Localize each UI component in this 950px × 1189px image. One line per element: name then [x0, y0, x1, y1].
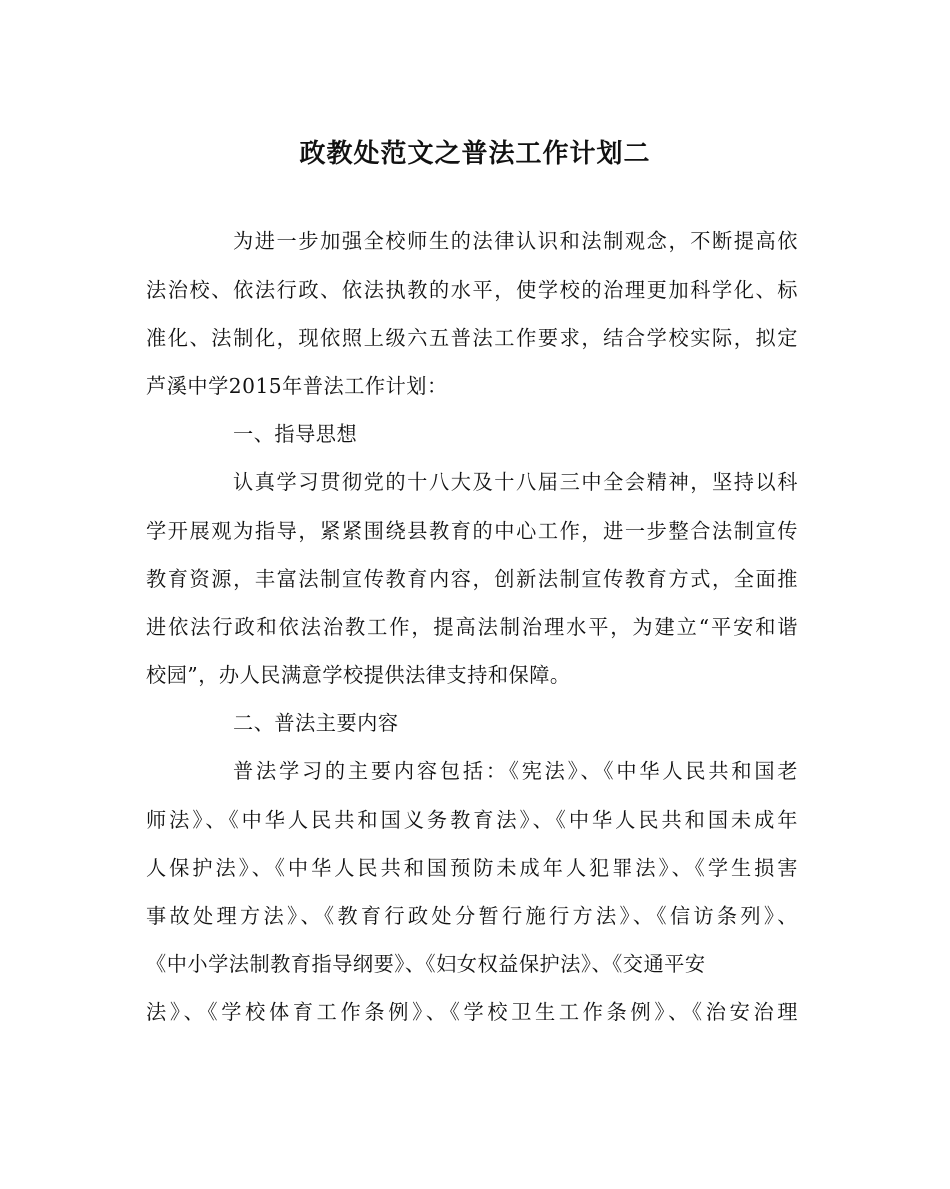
intro-paragraph-line: 芦溪中学2015年普法工作计划：	[146, 374, 448, 398]
guiding-paragraph-line: 认真学习贯彻党的十八大及十八届三中全会精神，坚持以科	[233, 470, 798, 494]
content-paragraph-line: 事故处理方法》、《教育行政处分暂行施行方法》、《信访条列》、	[146, 904, 798, 928]
intro-paragraph-line: 为进一步加强全校师生的法律认识和法制观念，不断提高依	[233, 229, 798, 253]
content-paragraph-line: 师法》、《中华人民共和国义务教育法》、《中华人民共和国未成年	[146, 808, 798, 832]
content-paragraph-line: 法》、《学校体育工作条例》、《学校卫生工作条例》、《治安治理	[146, 1000, 798, 1024]
guiding-paragraph-line: 进依法行政和依法治教工作，提高法制治理水平，为建立“平安和谐	[146, 615, 798, 639]
intro-paragraph-line: 法治校、依法行政、依法执教的水平，使学校的治理更加科学化、标	[146, 278, 798, 302]
guiding-paragraph-line: 学开展观为指导，紧紧围绕县教育的中心工作，进一步整合法制宣传	[146, 519, 798, 543]
content-paragraph-line: 普法学习的主要内容包括：《宪法》、《中华人民共和国老	[233, 759, 798, 783]
guiding-paragraph-line: 校园”，办人民满意学校提供法律支持和保障。	[146, 663, 571, 687]
document-title: 政教处范文之普法工作计划二	[299, 139, 651, 169]
guiding-paragraph-line: 教育资源，丰富法制宣传教育内容，创新法制宣传教育方式，全面推	[146, 567, 798, 591]
content-paragraph-line: 人保护法》、《中华人民共和国预防未成年人犯罪法》、《学生损害	[146, 856, 798, 880]
section-heading-main-content: 二、普法主要内容	[233, 711, 399, 735]
section-heading-guiding-thought: 一、指导思想	[233, 422, 358, 446]
intro-paragraph-line: 准化、法制化，现依照上级六五普法工作要求，结合学校实际，拟定	[146, 326, 798, 350]
content-paragraph-line: 《中小学法制教育指导纲要》、《妇女权益保护法》、《交通平安	[146, 952, 706, 976]
